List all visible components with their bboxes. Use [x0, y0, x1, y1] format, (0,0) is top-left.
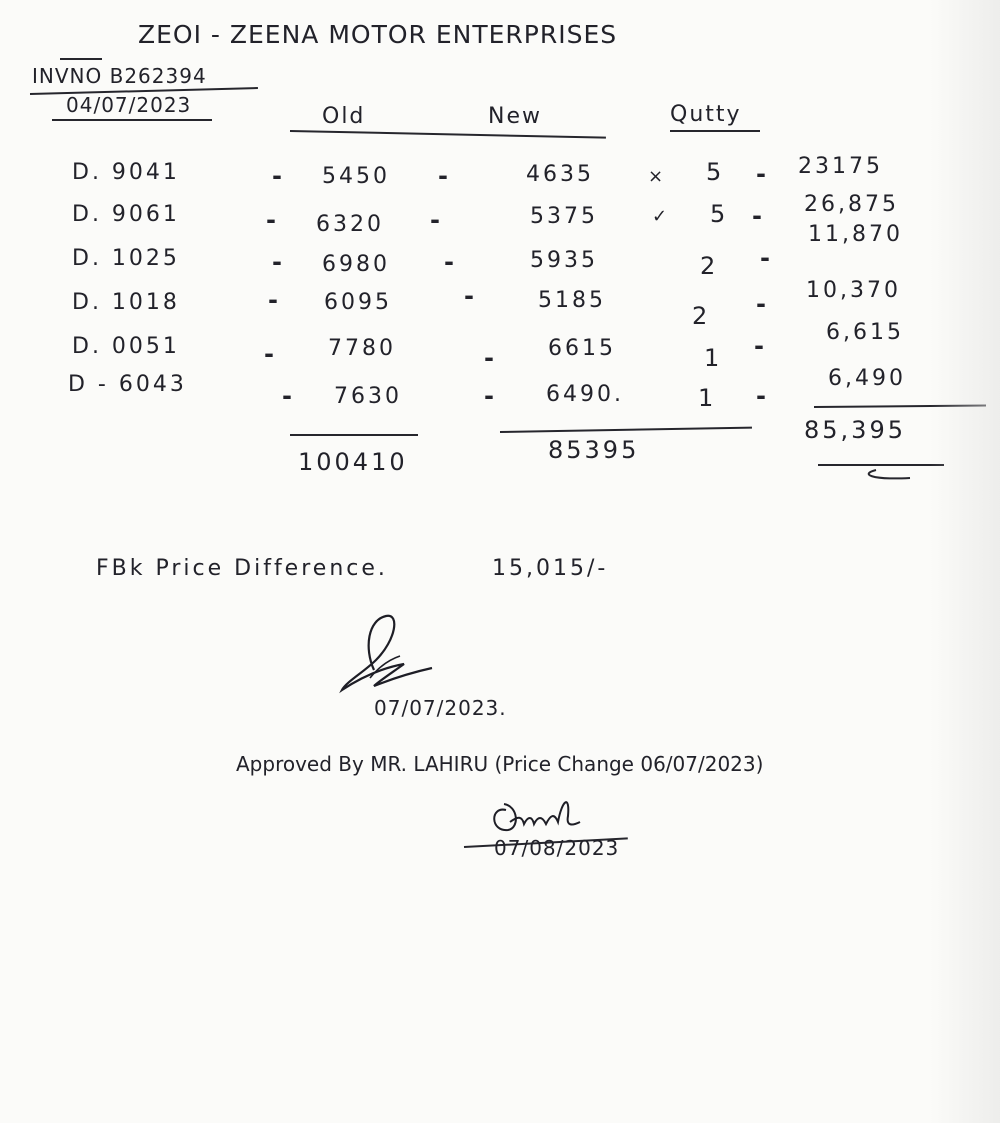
- row-5-dash-2: -: [484, 344, 496, 372]
- row-6-code: D - 6043: [68, 372, 187, 397]
- row-6-dash-2: -: [484, 382, 496, 410]
- row-3-dash-3: -: [760, 244, 772, 272]
- document-title: ZEOI - ZEENA MOTOR ENTERPRISES: [138, 20, 618, 49]
- amount-total-double-underline: [840, 466, 920, 486]
- row-2-code: D. 9061: [72, 202, 180, 227]
- row-1-qty: 5: [706, 158, 724, 186]
- row-2-old: 6320: [316, 212, 384, 237]
- row-4-new: 5185: [538, 288, 606, 313]
- row-5-code: D. 0051: [72, 334, 180, 359]
- column-header-old: Old: [322, 104, 366, 129]
- row-2-dash-3: -: [752, 202, 764, 230]
- row-2-tick-mark: ✓: [652, 206, 670, 227]
- old-total: 100410: [298, 448, 408, 476]
- row-5-amount: 6,615: [826, 320, 904, 345]
- price-difference-value: 15,015/-: [492, 556, 609, 581]
- row-4-old: 6095: [324, 290, 392, 315]
- row-3-dash-2: -: [444, 248, 456, 276]
- row-1-new: 4635: [526, 162, 594, 187]
- row-2-dash-2: -: [430, 206, 442, 234]
- header-underline: [290, 130, 606, 139]
- qty-underline: [670, 130, 760, 132]
- row-6-amount: 6,490: [828, 366, 906, 391]
- row-2-new: 5375: [530, 204, 598, 229]
- row-4-qty: 2: [692, 302, 710, 330]
- row-5-new: 6615: [548, 336, 616, 361]
- approval-note: Approved By MR. LAHIRU (Price Change 06/07/2023): [236, 752, 764, 776]
- row-6-old: 7630: [334, 384, 402, 409]
- new-total: 85395: [548, 436, 640, 464]
- row-4-dash-3: -: [756, 290, 768, 318]
- row-3-amount: 11,870: [808, 222, 903, 247]
- row-3-qty: 2: [700, 252, 718, 280]
- row-5-dash-3: -: [754, 332, 766, 360]
- column-header-qty: Qutty: [670, 102, 742, 127]
- old-total-line: [290, 434, 418, 436]
- row-6-dash-1: -: [282, 382, 294, 410]
- invoice-number: INVNO B262394: [32, 64, 207, 88]
- row-2-amount: 26,875: [804, 192, 899, 217]
- row-3-new: 5935: [530, 248, 598, 273]
- new-total-line: [500, 427, 752, 433]
- row-5-dash-1: -: [264, 340, 276, 368]
- row-1-code: D. 9041: [72, 160, 180, 185]
- row-5-old: 7780: [328, 336, 396, 361]
- price-difference-label: FBk Price Difference.: [96, 556, 388, 581]
- row-2-qty: 5: [710, 200, 728, 228]
- row-6-dash-3: -: [756, 382, 768, 410]
- row-1-dash-2: -: [438, 162, 450, 190]
- row-3-code: D. 1025: [72, 246, 180, 271]
- row-3-old: 6980: [322, 252, 390, 277]
- row-1-dash-1: -: [272, 162, 284, 190]
- row-4-dash-1: -: [268, 286, 280, 314]
- signature-1: [334, 608, 444, 698]
- row-4-code: D. 1018: [72, 290, 180, 315]
- row-1-old: 5450: [322, 164, 390, 189]
- title-overline: [60, 58, 102, 60]
- row-1-dash-3: -: [756, 160, 768, 188]
- row-2-dash-1: -: [266, 206, 278, 234]
- row-5-qty: 1: [704, 344, 722, 372]
- row-6-qty: 1: [698, 384, 716, 412]
- row-1-amount: 23175: [798, 154, 883, 179]
- invoice-date-underline: [52, 119, 212, 121]
- page-edge-shadow: [930, 0, 1000, 1123]
- row-6-new: 6490.: [546, 382, 624, 407]
- column-header-new: New: [488, 104, 542, 129]
- row-3-dash-1: -: [272, 248, 284, 276]
- signature-2-date: 07/08/2023: [494, 836, 620, 860]
- row-4-amount: 10,370: [806, 278, 901, 303]
- amount-total: 85,395: [804, 416, 906, 444]
- row-1-times-mark: ×: [648, 166, 666, 187]
- invoice-date: 04/07/2023: [66, 93, 192, 117]
- row-4-dash-2: -: [464, 282, 476, 310]
- signature-1-date: 07/07/2023.: [374, 696, 507, 720]
